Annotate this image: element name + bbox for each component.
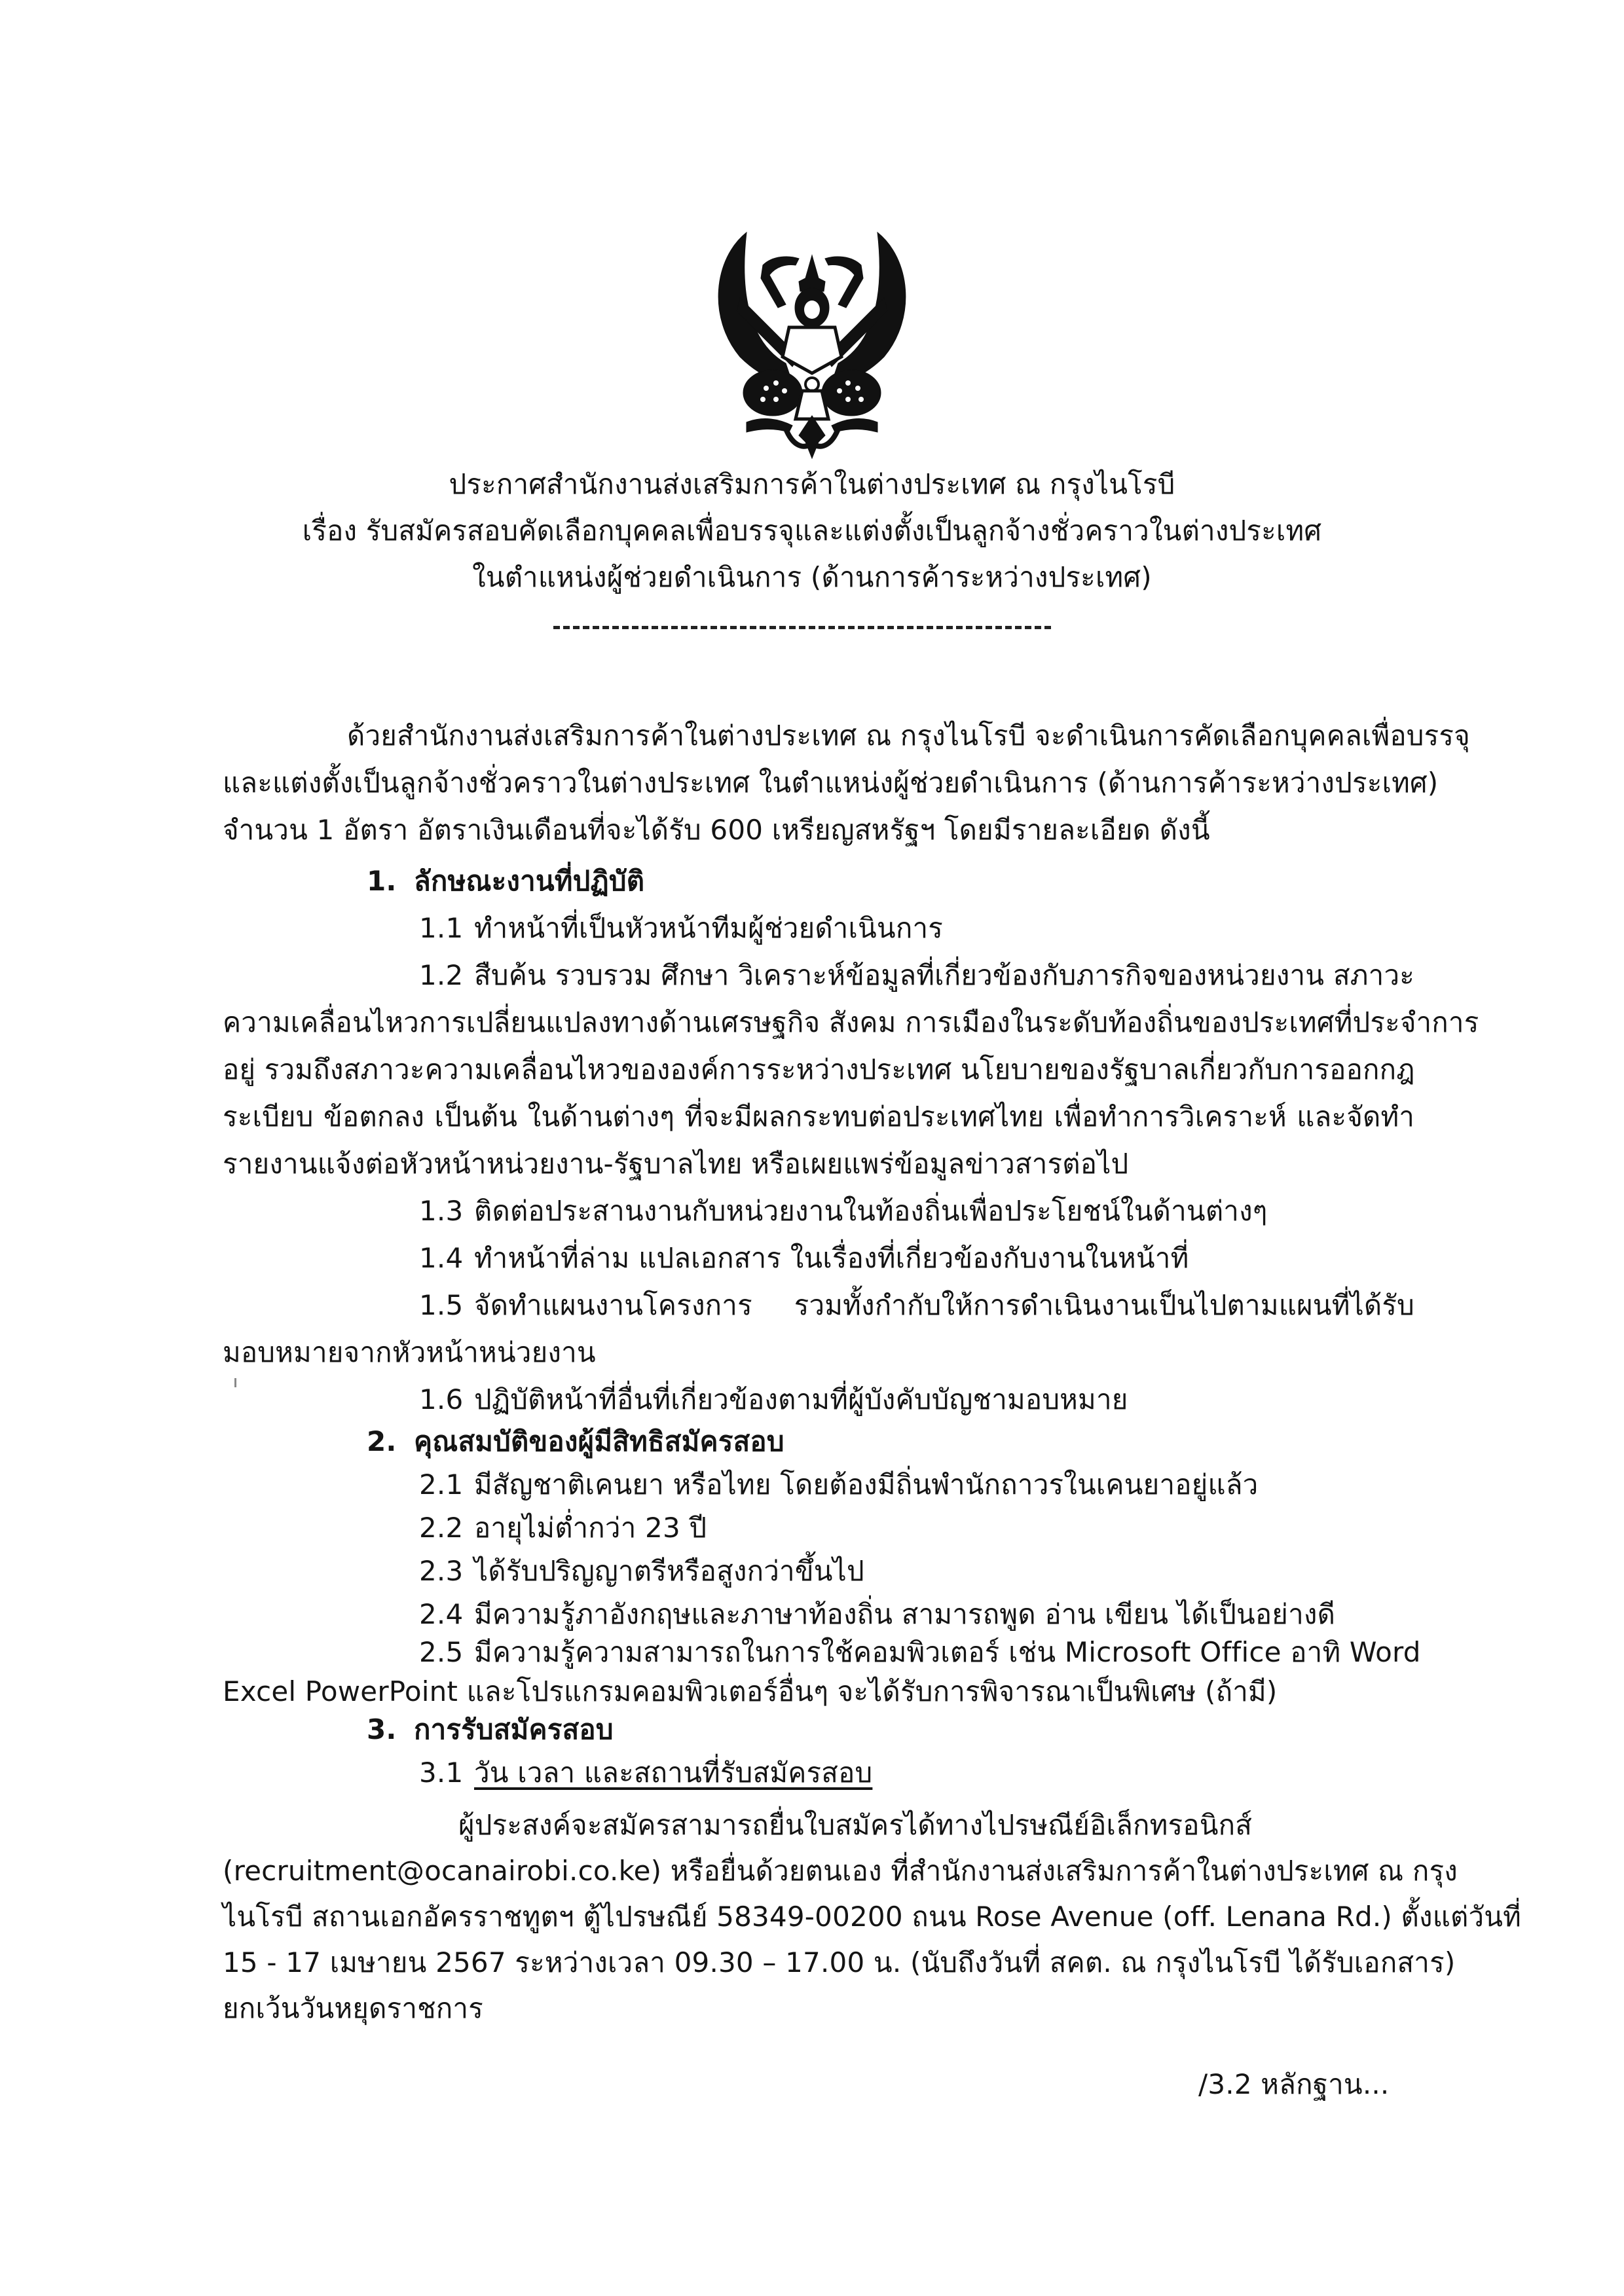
item-title: วัน เวลา และสถานที่รับสมัครสอบ xyxy=(474,1757,873,1789)
item-1-3 xyxy=(419,1193,1268,1230)
section-title: การรับสมัครสอบ xyxy=(414,1713,614,1745)
item-2-2 xyxy=(419,1510,707,1546)
announcement-position: ในตำแหน่งผู้ช่วยดำเนินการ (ด้านการค้าระหว่างประเทศ) xyxy=(472,561,1152,593)
item-text: จัดทำแผนงานโครงการ รวมทั้งกำกับให้การดำเนินงานเป็นไปตามแผนที่ได้รับ xyxy=(474,1289,1414,1321)
section-title: ลักษณะงานที่ปฏิบัติ xyxy=(414,865,645,897)
item-2-3 xyxy=(419,1553,864,1590)
item-1-5-cont: มอบหมายจากหัวหน้าหน่วยงาน xyxy=(223,1336,596,1368)
item-3-1-line-3: ไนโรบี สถานเอกอัครราชทูตฯ ตู้ไปรษณีย์ 58349-00200 ถนน Rose Avenue (off. Lenana Rd.) ตั้งแต่วันที่ xyxy=(223,1901,1522,1933)
item-text: มีความรู้ภาอังกฤษและภาษาท้องถิ่น สามารถพูด อ่าน เขียน ได้เป็นอย่างดี xyxy=(474,1598,1336,1630)
item-number: 3.1 xyxy=(419,1757,464,1789)
item-number: 1.6 xyxy=(419,1383,464,1415)
item-2-4 xyxy=(419,1596,1335,1633)
section-title: คุณสมบัติของผู้มีสิทธิสมัครสอบ xyxy=(414,1425,784,1457)
item-1-2-cont-2: อยู่ รวมถึงสภาวะความเคลื่อนไหวขององค์การระหว่างประเทศ นโยบายของรัฐบาลเกี่ยวกับการออกกฎ xyxy=(223,1053,1415,1085)
item-text: ทำหน้าที่เป็นหัวหน้าทีมผู้ช่วยดำเนินการ xyxy=(474,912,944,944)
intro-line-1: ด้วยสำนักงานส่งเสริมการค้าในต่างประเทศ ณ กรุงไนโรบี จะดำเนินการคัดเลือกบุคคลเพื่อบรรจุ xyxy=(347,720,1470,752)
item-text: มีสัญชาติเคนยา หรือไทย โดยต้องมีถิ่นพำนักถาวรในเคนยาอยู่แล้ว xyxy=(474,1468,1259,1501)
item-number: 2.2 xyxy=(419,1512,464,1544)
section-number: 3. xyxy=(367,1713,397,1745)
item-1-2-cont-3: ระเบียบ ข้อตกลง เป็นต้น ในด้านต่างๆ ที่จะมีผลกระทบต่อประเทศไทย เพื่อทำการวิเคราะห์ และจัดทำ xyxy=(223,1101,1414,1133)
item-2-5 xyxy=(419,1634,1421,1671)
item-2-1 xyxy=(419,1467,1258,1503)
item-text: ทำหน้าที่ล่าม แปลเอกสาร ในเรื่องที่เกี่ยวข้องกับงานในหน้าที่ xyxy=(474,1242,1189,1274)
item-1-5 xyxy=(419,1287,1414,1324)
section-3-heading xyxy=(367,1711,614,1748)
item-number: 1.4 xyxy=(419,1242,464,1274)
announcement-title: ประกาศสำนักงานส่งเสริมการค้าในต่างประเทศ ณ กรุงไนโรบี xyxy=(449,468,1175,500)
page-continuation: /3.2 หลักฐาน... xyxy=(1198,2068,1390,2100)
item-3-1-heading xyxy=(419,1755,872,1791)
item-1-6 xyxy=(419,1381,1128,1418)
item-1-2-cont-1: ความเคลื่อนไหวการเปลี่ยนแปลงทางด้านเศรษฐกิจ สังคม การเมืองในระดับท้องถิ่นของประเทศที่ประจำการ xyxy=(223,1006,1479,1038)
section-2-heading xyxy=(367,1423,784,1460)
item-text: ปฏิบัติหน้าที่อื่นที่เกี่ยวข้องตามที่ผู้บังคับบัญชามอบหมาย xyxy=(474,1383,1128,1415)
title-separator xyxy=(553,626,1051,629)
item-number: 1.1 xyxy=(419,912,464,944)
item-number: 1.5 xyxy=(419,1289,464,1321)
scan-speck xyxy=(234,1378,236,1387)
item-3-1-line-2: (recruitment@ocanairobi.co.ke) หรือยื่นด้วยตนเอง ที่สำนักงานส่งเสริมการค้าในต่างประเทศ ณ กรุง xyxy=(223,1855,1458,1887)
item-number: 2.5 xyxy=(419,1636,464,1668)
item-2-5-cont: Excel PowerPoint และโปรแกรมคอมพิวเตอร์อื่นๆ จะได้รับการพิจารณาเป็นพิเศษ (ถ้ามี) xyxy=(223,1675,1278,1707)
item-number: 1.2 xyxy=(419,959,464,991)
item-number: 2.3 xyxy=(419,1555,464,1587)
item-3-1-line-1: ผู้ประสงค์จะสมัครสามารถยื่นใบสมัครได้ทางไปรษณีย์อิเล็กทรอนิกส์ xyxy=(458,1809,1253,1841)
item-number: 2.4 xyxy=(419,1598,464,1630)
item-text: ได้รับปริญญาตรีหรือสูงกว่าขึ้นไป xyxy=(474,1555,864,1587)
section-number: 2. xyxy=(367,1425,397,1457)
section-number: 1. xyxy=(367,865,397,897)
garuda-emblem-icon xyxy=(701,219,923,462)
item-1-2 xyxy=(419,957,1414,994)
item-text: ติดต่อประสานงานกับหน่วยงานในท้องถิ่นเพื่อประโยชน์ในด้านต่างๆ xyxy=(474,1195,1268,1227)
intro-line-3: จำนวน 1 อัตรา อัตราเงินเดือนที่จะได้รับ 600 เหรียญสหรัฐฯ โดยมีรายละเอียด ดังนี้ xyxy=(223,814,1210,846)
item-number: 2.1 xyxy=(419,1468,464,1501)
item-text: อายุไม่ต่ำกว่า 23 ปี xyxy=(474,1512,707,1544)
item-3-1-line-4: 15 - 17 เมษายน 2567 ระหว่างเวลา 09.30 – 17.00 น. (นับถึงวันที่ สคต. ณ กรุงไนโรบี ได้รับเอกสาร) xyxy=(223,1946,1456,1978)
item-1-1 xyxy=(419,910,943,947)
item-number: 1.3 xyxy=(419,1195,464,1227)
section-1-heading xyxy=(367,863,644,900)
item-3-1-line-5: ยกเว้นวันหยุดราชการ xyxy=(223,1992,483,2024)
item-1-2-cont-4: รายงานแจ้งต่อหัวหน้าหน่วยงาน-รัฐบาลไทย หรือเผยแพร่ข้อมูลข่าวสารต่อไป xyxy=(223,1148,1129,1180)
item-text: สืบค้น รวบรวม ศึกษา วิเคราะห์ข้อมูลที่เกี่ยวข้องกับภารกิจของหน่วยงาน สภาวะ xyxy=(474,959,1414,991)
announcement-subject: เรื่อง รับสมัครสอบคัดเลือกบุคคลเพื่อบรรจุและแต่งตั้งเป็นลูกจ้างชั่วคราวในต่างประเทศ xyxy=(302,515,1322,547)
intro-line-2: และแต่งตั้งเป็นลูกจ้างชั่วคราวในต่างประเทศ ในตำแหน่งผู้ช่วยดำเนินการ (ด้านการค้าระหว่างประเทศ) xyxy=(223,767,1439,799)
item-1-4 xyxy=(419,1240,1189,1277)
item-text: มีความรู้ความสามารถในการใช้คอมพิวเตอร์ เช่น Microsoft Office อาทิ Word xyxy=(474,1636,1421,1668)
